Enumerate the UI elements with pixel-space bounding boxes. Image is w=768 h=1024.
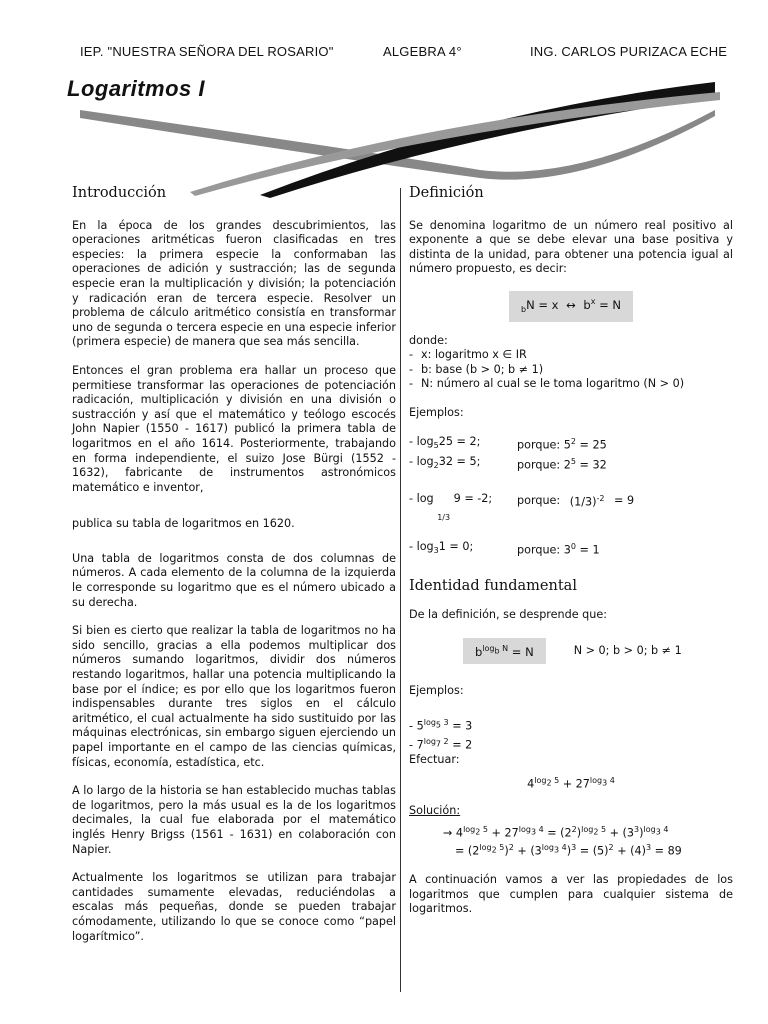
column-divider	[400, 188, 401, 992]
closing-text: A continuación vamos a ver las propiedades de los logaritmos que cumplen para cualquier sistema de logaritmos.	[409, 873, 733, 916]
donde-label: donde:	[409, 333, 448, 347]
identity-example-1: - $5^{log_5 3} = 3$	[409, 718, 473, 734]
identity-formula-row	[409, 638, 733, 663]
intro-paragraph-4: Una tabla de logaritmos consta de dos columnas de números. A cada elemento de la columna de la izquierda le corresponde su logaritmo que es el número ubicado a su derecha.	[72, 551, 396, 609]
intro-paragraph-1: En la época de los grandes descubrimientos, las operaciones aritméticas fueron clasificadas en tres especies: la primera especie la conformaban las operaciones de adición y sustracción; las de segunda especie eran la multiplicación y división; la potenciación y radicación eran de tercera especie. Resolver un problema de cálculo aritmético consistía en transformar uno de segunda o tercera especie en una especie inferior (primera especie) de manera que sea más sencilla.	[72, 218, 396, 349]
efectuar-expression: $4^{log_2 5} + 27^{log_3 4}$	[527, 775, 615, 791]
header-teacher: ING. CARLOS PURIZACA ECHE	[530, 44, 728, 59]
examples-label: Ejemplos:	[409, 406, 464, 420]
example-2: - $\log_232 = 5$; porque: $2^5 = 32$	[409, 455, 607, 473]
solution-line-2: = $(2^{log_2 5})^2 + (3^{log_3 4})^3 = (5)^2 + (4)^3 = 89$	[455, 842, 682, 858]
definition-heading: Definición	[409, 185, 484, 201]
header-school: IEP. "NUESTRA SEÑORA DEL ROSARIO"	[80, 44, 334, 59]
introduction-column	[72, 186, 396, 958]
identity-text: De la definición, se desprende que:	[409, 607, 608, 621]
definition-list	[409, 348, 733, 392]
list-item: - x: logaritmo x ∈ IR	[409, 348, 733, 363]
solution-line-1: → $4^{log_2 5} + 27^{log_3 4} = (2^2)^{log_2 5} + (3^3)^{log_3 4}$	[443, 824, 669, 840]
identity-examples-label: Ejemplos:	[409, 683, 464, 697]
page-title: Logaritmos I	[67, 76, 206, 101]
definition-text: Se denomina logaritmo de un número real positivo al exponente a que se debe elevar una base positiva y distinta de la unidad, para obtener una potencia igual al número propuesto, es decir:	[409, 218, 733, 276]
intro-heading: Introducción	[72, 185, 167, 201]
example-1: - $\log_525 = 2$; porque: $5^2 = 25$	[409, 434, 607, 452]
solucion-label: Solución:	[409, 803, 461, 817]
intro-paragraph-2: Entonces el gran problema era hallar un proceso que permitiese transformar las operaciones de potenciación radicación, multiplicación y división en una división o sustracción y así que el matemático y teólogo escocés John Napier (1550 - 1617) publicó la primera tabla de logaritmos en el año 1614. Posteriormente, trabajando en forma independiente, el suizo Jose Bürgi (1552 - 1632), fabricante de instrumentos astronómicos matemático e inventor,	[72, 363, 396, 494]
header-course: ALGEBRA 4°	[383, 44, 462, 59]
list-item: - N: número al cual se le toma logaritmo (N > 0)	[409, 377, 733, 392]
list-item: - b: base (b > 0; b ≠ 1)	[409, 363, 733, 378]
intro-paragraph-5: Si bien es cierto que realizar la tabla de logaritmos no ha sido sencillo, gracias a ella podemos multiplicar dos números sumando logaritmos, dividir dos números restando logaritmos, hallar una potencia multiplicando la base por el índice; es por ello que los logaritmos fueron indispensables durante tres siglos en el cálculo aritmético, el cual actualmente ha sido sustituido por las máquinas electrónicas, sin embargo siguen ejerciendo un papel importante en el campo de las ciencias químicas, físicas, economía, estadística, etc.	[72, 624, 396, 769]
definition-column	[409, 186, 733, 931]
identity-example-2: - $7^{log_7 2} = 2$	[409, 736, 473, 752]
identity-conditions: N > 0; b > 0; b ≠ 1	[573, 643, 682, 657]
efectuar-label: Efectuar:	[409, 753, 460, 766]
identity-formula: $b^{log_b N} = N$	[463, 638, 546, 663]
example-4: - $\log_31 = 0$; porque: $3^0 = 1$	[409, 540, 600, 558]
identity-heading: Identidad fundamental	[409, 578, 577, 595]
definition-formula: $_b$N = x ↔ $b^x = N$	[509, 291, 633, 322]
example-3: - log $_{1/3}$ 9 = -2; porque: $(1/3)^{-2} = 9$	[409, 492, 635, 522]
intro-paragraph-3: publica su tabla de logaritmos en 1620.	[72, 517, 295, 531]
intro-paragraph-7: Actualmente los logaritmos se utilizan para trabajar cantidades sumamente elevadas, reduciéndolas a escalas más pequeñas, donde se pueden trabajar cómodamente, utilizando lo que se conoce como “papel logarítmico”.	[72, 871, 396, 943]
intro-paragraph-6: A lo largo de la historia se han establecido muchas tablas de logaritmos, pero la más usual es la de los logaritmos decimales, la cual fue elaborada por el matemático inglés Henry Brigss (1561 - 1631) en colaboración con Napier.	[72, 784, 396, 856]
